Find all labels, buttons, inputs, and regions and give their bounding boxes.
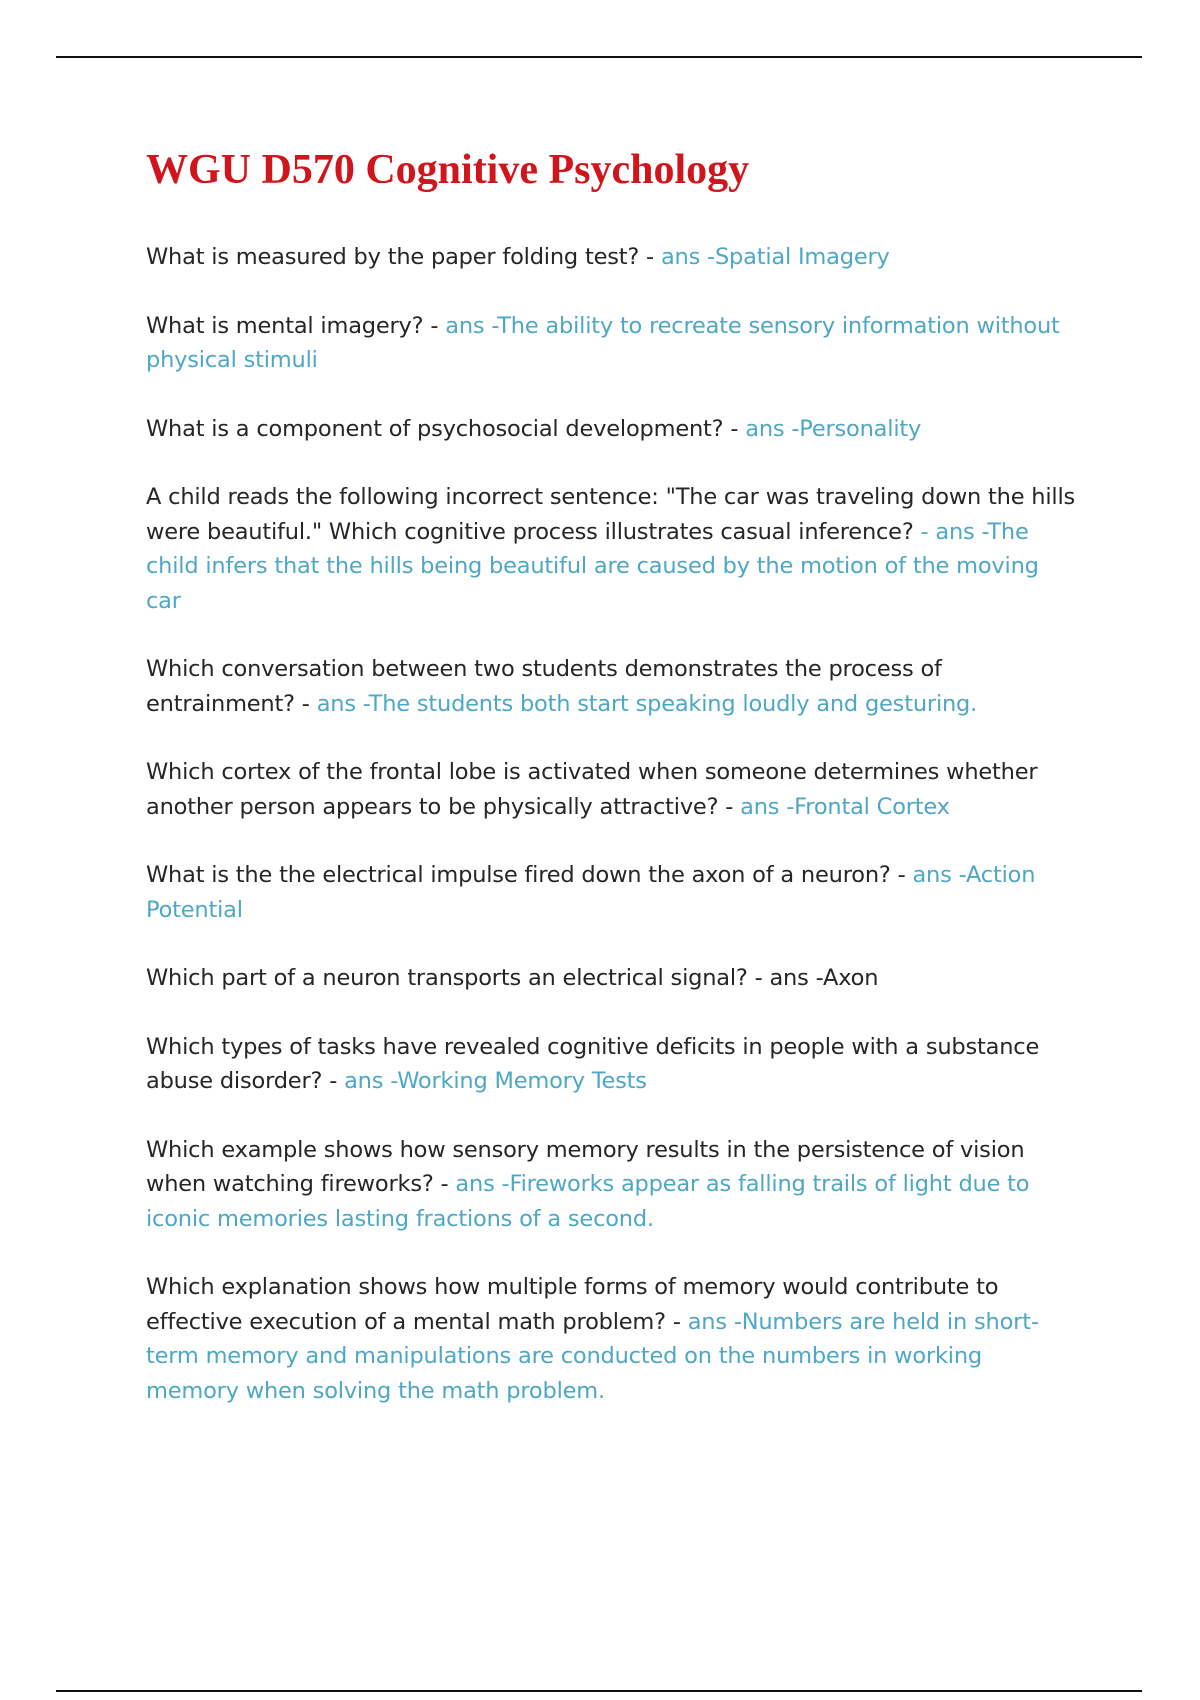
answer-text: ans -Fireworks appear as falling trails of light due to iconic memories lasting fractions of a second. [146, 1171, 1030, 1232]
answer-text: ans -The students both start speaking loudly and gesturing. [316, 690, 978, 717]
qa-item [146, 1030, 1076, 1099]
answer-text: - ans -The child infers that the hills being beautiful are caused by the motion of the moving car [146, 518, 1039, 614]
qa-item [146, 1270, 1076, 1408]
document-content [146, 140, 1076, 1442]
qa-item [146, 755, 1076, 824]
qa-item [146, 309, 1076, 378]
question-text: What is the the electrical impulse fired down the axon of a neuron? - [146, 862, 913, 888]
qa-item [146, 858, 1076, 927]
question-text: Which example shows how sensory memory results in the persistence of vision when watching fireworks? - [146, 1136, 1025, 1197]
qa-item [146, 652, 1076, 721]
question-text: Which types of tasks have revealed cognitive deficits in people with a substance abuse disorder? - [146, 1033, 1040, 1094]
answer-text: ans -The ability to recreate sensory information without physical stimuli [146, 312, 1060, 373]
top-rule [56, 56, 1142, 58]
question-text: Which cortex of the frontal lobe is activated when someone determines whether another person appears to be physically attractive? - [146, 759, 1038, 820]
qa-item [146, 480, 1076, 618]
question-text: Which explanation shows how multiple forms of memory would contribute to effective execution of a mental math problem? - [146, 1274, 999, 1335]
question-text: A child reads the following incorrect sentence: "The car was traveling down the hills were beautiful." Which cognitive process illustrates casual inference? [146, 484, 1076, 545]
answer-text: ans -Frontal Cortex [740, 793, 950, 820]
answer-text: ans -Numbers are held in short-term memory and manipulations are conducted on the numbers in working memory when solving the math problem. [146, 1308, 1039, 1404]
qa-item [146, 1133, 1076, 1237]
answer-text: ans -Spatial Imagery [660, 244, 890, 270]
question-text: Which conversation between two students demonstrates the process of entrainment? - [146, 656, 942, 717]
answer-text: ans -Personality [745, 415, 922, 442]
answer-text: ans -Working Memory Tests [344, 1068, 647, 1094]
answer-text: ans -Axon [769, 965, 879, 991]
question-text: Which part of a neuron transports an electrical signal? - [146, 965, 770, 991]
question-text: What is a component of psychosocial development? - [146, 415, 746, 442]
qa-item [146, 961, 1076, 996]
qa-item [146, 240, 1076, 275]
question-text: What is mental imagery? - [146, 312, 446, 339]
qa-item [146, 412, 1076, 447]
question-text: What is measured by the paper folding test? - [146, 244, 661, 270]
bottom-rule [56, 1690, 1142, 1692]
document-title: WGU D570 Cognitive Psychology [146, 147, 750, 193]
answer-text: ans -Action Potential [146, 862, 1036, 923]
